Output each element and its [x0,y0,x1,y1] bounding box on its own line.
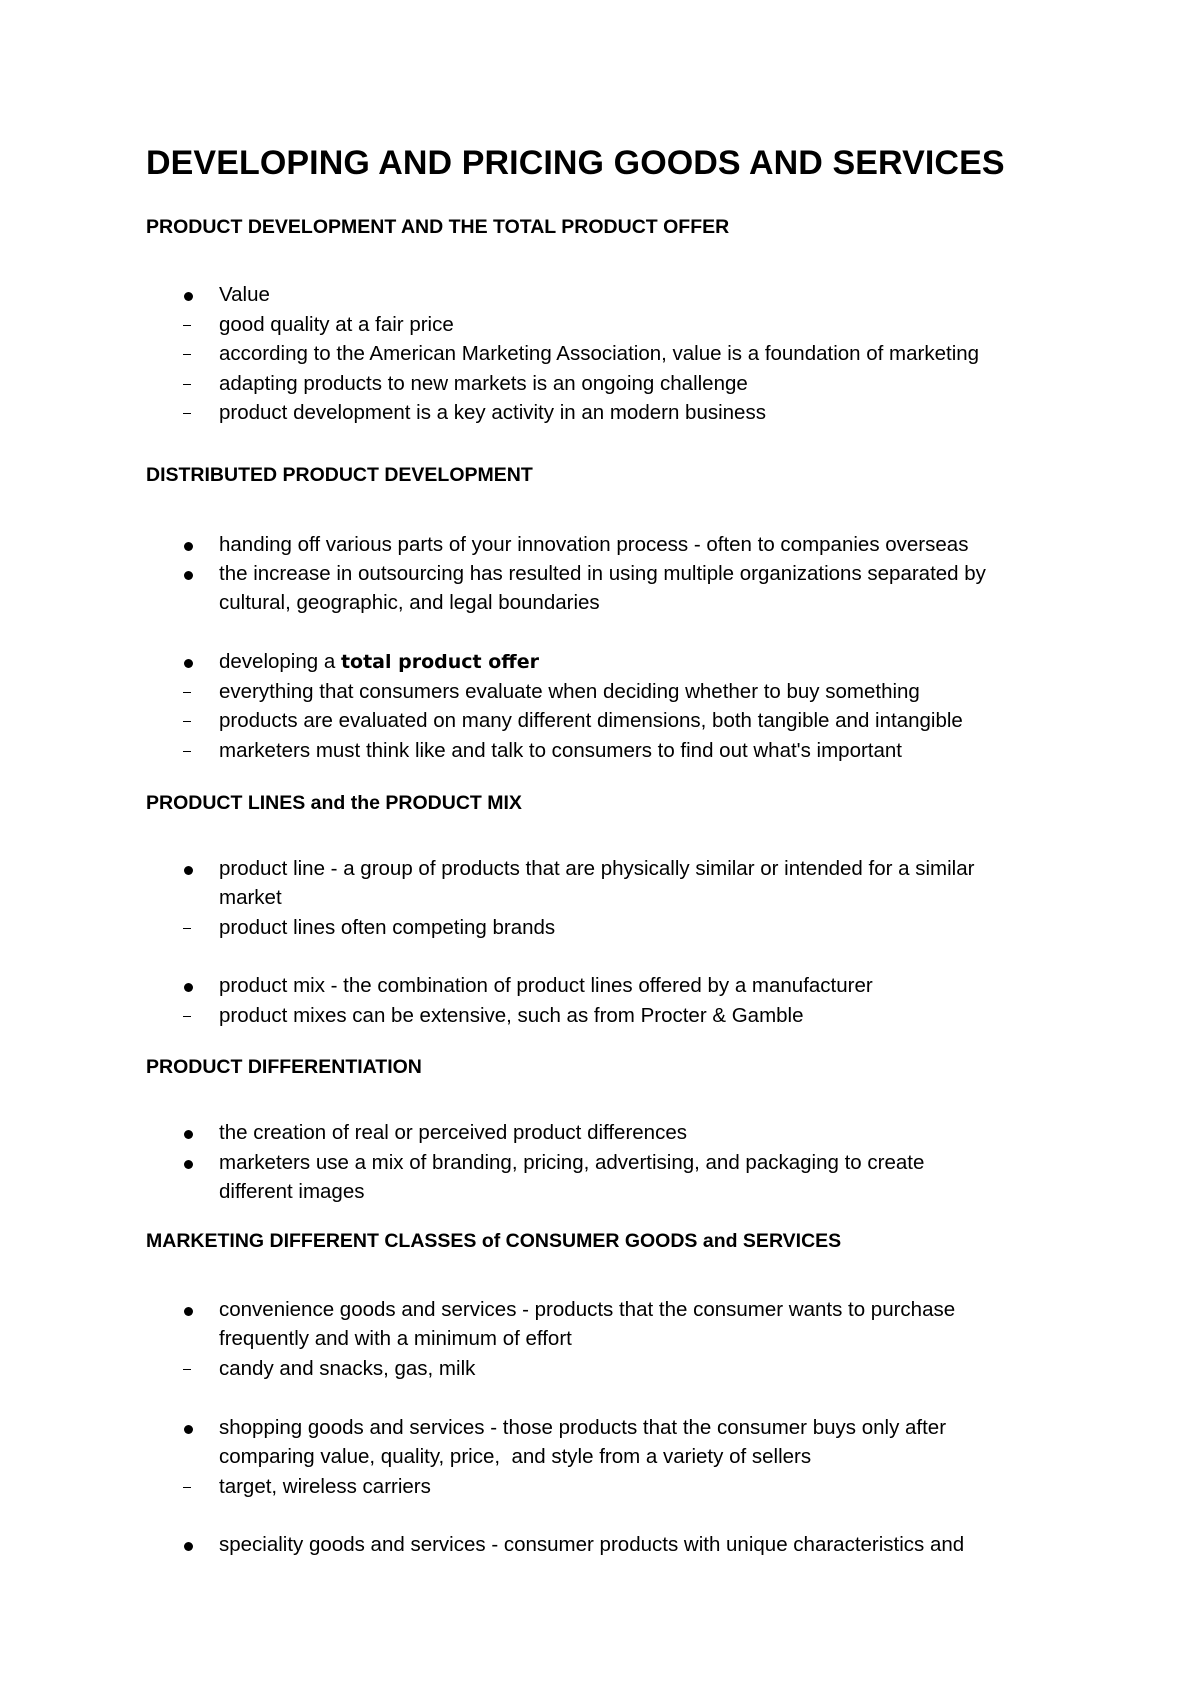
bullet-dash-icon [176,310,200,340]
list-item [219,736,902,766]
section-heading: DISTRIBUTED PRODUCT DEVELOPMENT [146,464,533,486]
list-item-text: product mix - the combination of product lines offered by a manufacturer [219,974,873,997]
list-item [219,677,920,707]
bullet-dash-icon [176,1472,200,1502]
bullet-dash-icon [176,339,200,369]
bullet-dash-icon [176,677,200,707]
list-item-text: adapting products to new markets is an ongoing challenge [219,372,748,395]
bullet-dot-icon [176,280,200,310]
list-item [219,647,539,677]
list-item [219,1472,431,1502]
list-item [219,854,974,884]
list-item [219,1295,955,1325]
section-heading: PRODUCT DIFFERENTIATION [146,1056,422,1078]
bullet-dash-icon [176,1354,200,1384]
list-item [219,280,270,310]
bullet-dot-icon [176,854,200,884]
list-item-text: product line - a group of products that are physically similar or intended for a similar [219,857,975,880]
bullet-dot-icon [176,647,200,677]
list-item-continuation: comparing value, quality, price, and style from a variety of sellers [219,1445,812,1468]
list-item [219,706,963,736]
list-item-continuation: cultural, geographic, and legal boundaries [219,591,600,614]
list-item [219,1001,804,1031]
bullet-dot-icon [176,1413,200,1443]
bullet-dash-icon [176,369,200,399]
list-item-text: handing off various parts of your innovation process - often to companies overseas [219,533,969,556]
list-item [219,1118,687,1148]
list-item [219,530,968,560]
bullet-dash-icon [176,398,200,428]
list-item [219,310,454,340]
bullet-dot-icon [176,1148,200,1178]
section-heading: PRODUCT LINES and the PRODUCT MIX [146,792,522,814]
list-item-text: product lines often competing brands [219,916,556,939]
bullet-dot-icon [176,1118,200,1148]
list-item-text: speciality goods and services - consumer products with unique characteristics and [219,1533,965,1556]
list-item [219,559,986,589]
list-item [219,1148,924,1178]
list-item-text: convenience goods and services - products that the consumer wants to purchase [219,1298,956,1321]
bullet-dash-icon [176,1001,200,1031]
bullet-dot-icon [176,971,200,1001]
list-item [219,1354,475,1384]
list-item-text: marketers use a mix of branding, pricing, advertising, and packaging to create [219,1151,925,1174]
list-item [219,1413,946,1443]
list-item-continuation: frequently and with a minimum of effort [219,1327,572,1350]
list-item [219,339,979,369]
list-item-text: candy and snacks, gas, milk [219,1357,476,1380]
list-item-text: target, wireless carriers [219,1475,431,1498]
list-item-text: the creation of real or perceived product differences [219,1121,687,1144]
list-item-text: product mixes can be extensive, such as from Procter & Gamble [219,1004,804,1027]
list-item-text: the increase in outsourcing has resulted in using multiple organizations separated by [219,562,986,585]
bullet-dash-icon [176,706,200,736]
bullet-dash-icon [176,736,200,766]
list-item-text: according to the American Marketing Association, value is a foundation of marketing [219,342,980,365]
list-item-text: products are evaluated on many different dimensions, both tangible and intangible [219,709,963,732]
list-item-text: everything that consumers evaluate when deciding whether to buy something [219,680,920,703]
bullet-dash-icon [176,913,200,943]
list-item-continuation: different images [219,1180,365,1203]
list-item [219,398,766,428]
list-item-continuation: market [219,886,282,909]
list-item [219,971,873,1001]
section-heading: PRODUCT DEVELOPMENT AND THE TOTAL PRODUCT OFFER [146,216,730,238]
bullet-dot-icon [176,559,200,589]
section-heading: MARKETING DIFFERENT CLASSES of CONSUMER GOODS and SERVICES [146,1230,842,1252]
document-title: DEVELOPING AND PRICING GOODS AND SERVICES [146,144,1005,182]
list-item-text: Value [219,283,270,306]
list-item-bold-term: total product offer [340,651,539,673]
bullet-dot-icon [176,530,200,560]
list-item [219,913,555,943]
list-item [219,369,748,399]
list-item-text: developing a [219,650,341,673]
list-item-text: shopping goods and services - those products that the consumer buys only after [219,1416,947,1439]
list-item-text: good quality at a fair price [219,313,454,336]
bullet-dot-icon [176,1530,200,1560]
list-item-text: product development is a key activity in an modern business [219,401,766,424]
list-item-text: marketers must think like and talk to consumers to find out what's important [219,739,902,762]
bullet-dot-icon [176,1295,200,1325]
list-item [219,1530,964,1560]
